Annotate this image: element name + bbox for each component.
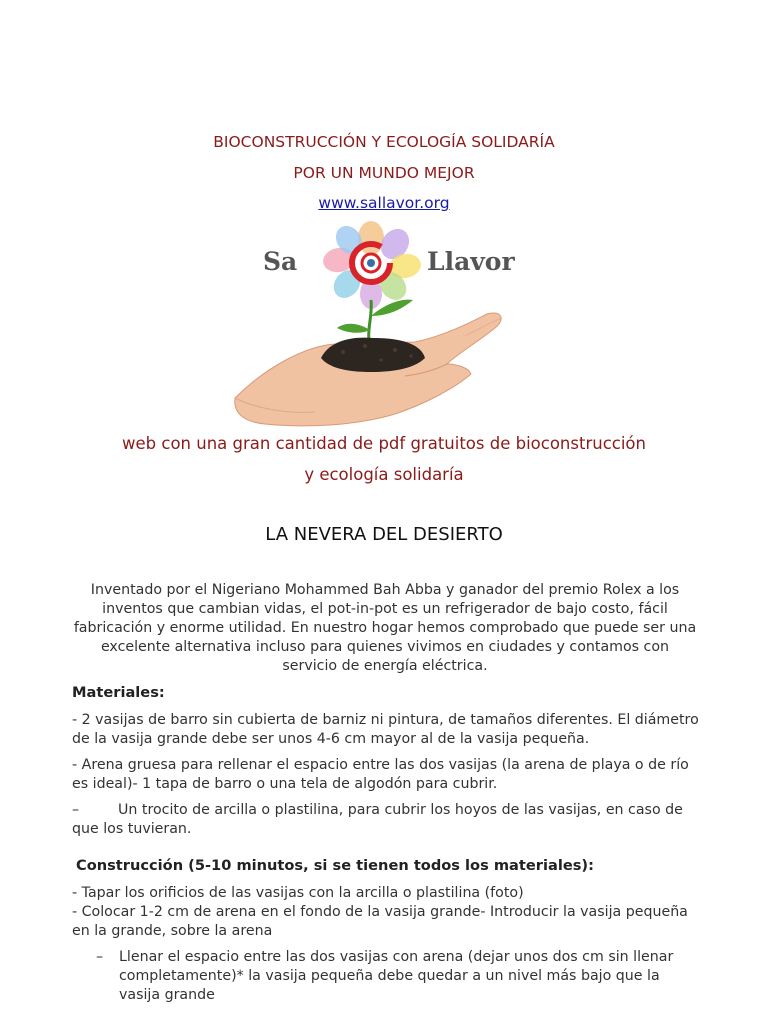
logo-word-right: Llavor — [427, 247, 515, 276]
sa-llavor-logo — [225, 218, 545, 430]
subtitle-line2: y ecología solidaría — [304, 465, 464, 484]
construction-step: - Colocar 1-2 cm de arena en el fondo de la vasija grande- Introducir la vasija pequeña en la grande, sobre la arena — [72, 904, 688, 939]
header-title-line1: BIOCONSTRUCCIÓN Y ECOLOGÍA SOLIDARÍA — [213, 133, 555, 151]
materials-item: - 2 vasijas de barro sin cubierta de barniz ni pintura, de tamaños diferentes. El diámetro de la vasija grande debe ser unos 4-6 cm mayor al de la vasija pequeña. — [72, 712, 699, 747]
construction-step-text: Llenar el espacio entre las dos vasijas con arena (dejar unos dos cm sin llenar completamente)* la vasija pequeña debe quedar a un nivel más bajo que la vasija grande — [119, 949, 674, 1003]
document-title: LA NEVERA DEL DESIERTO — [265, 524, 503, 545]
logo-word-left: Sa — [263, 247, 298, 276]
materials-item-text: Un trocito de arcilla o plastilina, para cubrir los hoyos de las vasijas, en caso de que los tuvieran. — [72, 802, 683, 837]
materials-heading: Materiales: — [72, 684, 165, 701]
construction-step: - Tapar los orificios de las vasijas con la arcilla o plastilina (foto) — [72, 885, 524, 901]
list-dash: – — [96, 949, 104, 965]
construction-heading: Construcción (5-10 minutos, si se tienen todos los materiales): — [76, 857, 594, 874]
subtitle-line1: web con una gran cantidad de pdf gratuitos de bioconstrucción — [122, 434, 646, 453]
header-title-line2: POR UN MUNDO MEJOR — [293, 164, 475, 182]
website-link[interactable]: www.sallavor.org — [318, 194, 450, 212]
flower-icon — [321, 221, 423, 309]
materials-item — [72, 801, 700, 839]
intro-paragraph: Inventado por el Nigeriano Mohammed Bah Abba y ganador del premio Rolex a los inventos que cambian vidas, el pot-in-pot es un refrigerador de bajo costo, fácil fabricación y enorme utilidad. En nuestro hogar hemos comprobado que puede ser una excelente alternativa incluso para quienes vivimos en ciudades y contamos con servicio de energía eléctrica. — [73, 582, 697, 674]
construction-step — [96, 948, 696, 1005]
website-link-container — [0, 194, 768, 212]
materials-item: - Arena gruesa para rellenar el espacio entre las dos vasijas (la arena de playa o de río es ideal)- 1 tapa de barro o una tela de algodón para cubrir. — [72, 757, 689, 792]
list-dash: – — [72, 802, 80, 818]
